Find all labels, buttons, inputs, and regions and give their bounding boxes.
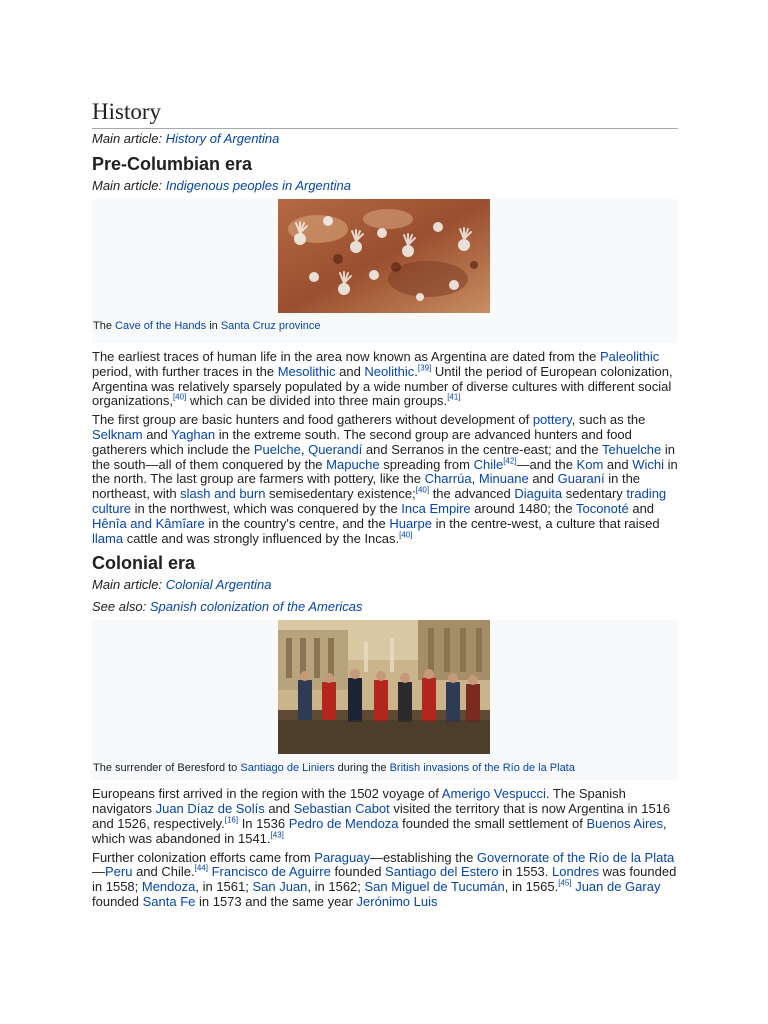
- hatnote-prefix: See also:: [92, 599, 150, 615]
- link-history-of-argentina[interactable]: History of Argentina: [165, 131, 280, 146]
- link-santiago-de-liniers[interactable]: Santiago de Liniers: [240, 762, 335, 775]
- citation-link[interactable]: [40]: [399, 530, 413, 540]
- citation-link[interactable]: [41]: [447, 393, 461, 403]
- inline-link[interactable]: Francisco de Aguirre: [211, 864, 331, 880]
- inline-link[interactable]: Kom: [576, 456, 604, 472]
- caption-text: The surrender of Beresford to: [93, 762, 241, 775]
- surrender-of-beresford-image[interactable]: [278, 620, 490, 754]
- hatnote-main-article: [92, 575, 678, 594]
- inline-link[interactable]: Huarpe: [389, 515, 432, 531]
- inline-link[interactable]: Diaguita: [514, 486, 563, 502]
- inline-link[interactable]: Mesolithic: [277, 363, 336, 379]
- link-colonial-argentina[interactable]: Colonial Argentina: [165, 577, 272, 593]
- citation-link[interactable]: [16]: [224, 815, 239, 825]
- citation-superscript: [225, 816, 238, 825]
- inline-link[interactable]: llama: [92, 530, 124, 546]
- citation-link[interactable]: [39]: [417, 363, 432, 373]
- hatnote-prefix: Main article:: [92, 577, 166, 593]
- citation-link[interactable]: [44]: [194, 864, 208, 874]
- inline-link[interactable]: pottery: [532, 412, 572, 428]
- citation-superscript: [447, 393, 460, 402]
- cave-hands-painting-image[interactable]: [278, 199, 490, 313]
- inline-link[interactable]: Santiago del Estero: [385, 864, 499, 880]
- section-heading-pre-columbian: Pre-Columbian era: [92, 154, 253, 174]
- citation-link[interactable]: [42]: [503, 456, 517, 466]
- inline-link[interactable]: Paraguay: [314, 849, 370, 865]
- citation-superscript: [271, 830, 284, 839]
- inline-link[interactable]: Mapuche: [326, 456, 380, 472]
- inline-link[interactable]: slash and burn: [180, 486, 266, 502]
- inline-link[interactable]: Puelche: [253, 441, 301, 457]
- inline-link[interactable]: Inca Empire: [401, 500, 471, 516]
- inline-link[interactable]: Sebastian Cabot: [293, 801, 390, 817]
- inline-link[interactable]: Charrúa: [424, 471, 472, 487]
- hatnote-see-also: [92, 597, 678, 616]
- inline-link[interactable]: San Juan: [252, 879, 308, 895]
- inline-link[interactable]: Toconoté: [575, 500, 629, 516]
- caption-text: during the: [334, 762, 390, 775]
- citation-superscript: [173, 393, 186, 402]
- inline-link[interactable]: Jerónimo Luis: [356, 893, 438, 909]
- inline-link[interactable]: Pedro de Mendoza: [288, 815, 399, 831]
- citation-superscript: [418, 363, 431, 372]
- caption-text: The: [93, 320, 116, 332]
- paragraph-precolumbian-1: The earliest traces of human life in the area now known as Argentina are dated from the Paleolithic period, with further traces in the Mesolithic and Neolithic.[39] Until the period of European colonization, Argentina was relatively sparsely populated by a wide number of diverse cultures with different social organizations,[40] which can be divided into three main groups.[41]: [92, 349, 673, 409]
- inline-link[interactable]: Guaraní: [557, 471, 605, 487]
- inline-link[interactable]: Wichi: [632, 456, 664, 472]
- inline-link[interactable]: Neolithic: [364, 363, 415, 379]
- inline-link[interactable]: Minuane: [478, 471, 529, 487]
- figure-caption: [92, 761, 678, 775]
- citation-superscript: [195, 864, 208, 873]
- hatnote-main-article: [92, 176, 678, 195]
- link-indigenous-peoples[interactable]: Indigenous peoples in Argentina: [165, 178, 351, 193]
- inline-link[interactable]: Juan de Garay: [575, 879, 661, 895]
- inline-link[interactable]: Selknam: [92, 426, 143, 442]
- section-heading-history: History: [92, 97, 678, 129]
- citation-link[interactable]: [45]: [558, 878, 572, 888]
- citation-superscript: [503, 456, 516, 465]
- citation-superscript: [399, 530, 412, 539]
- paragraph-colonial-1: Europeans first arrived in the region with the 1502 voyage of Amerigo Vespucci. The Spanish navigators Juan Díaz de Solís and Sebastian Cabot visited the territory that is now Argentina in 1516 and 1526, respectively.[16] In 1536 Pedro de Mendoza founded the small settlement of Buenos Aires, which was abandoned in 1541.[43]: [92, 786, 671, 846]
- hatnote-prefix: Main article:: [92, 178, 166, 193]
- inline-link[interactable]: Governorate of the Río de la Plata: [476, 849, 675, 865]
- inline-link[interactable]: Mendoza: [141, 879, 196, 895]
- link-british-invasions[interactable]: British invasions of the Río de la Plata: [389, 762, 575, 775]
- figure-cave-of-hands: [92, 199, 678, 343]
- citation-link[interactable]: [40]: [415, 485, 430, 495]
- inline-link[interactable]: Tehuelche: [602, 441, 662, 457]
- hatnote-prefix: Main article:: [92, 131, 166, 146]
- link-santa-cruz-province[interactable]: Santa Cruz province: [220, 320, 321, 332]
- figure-surrender-of-beresford: [92, 620, 678, 780]
- citation-link[interactable]: [40]: [172, 393, 187, 403]
- inline-link[interactable]: Querandí: [308, 441, 363, 457]
- citation-link[interactable]: [43]: [270, 830, 284, 840]
- inline-link[interactable]: Hênîa and Kâmîare: [92, 515, 205, 531]
- inline-link[interactable]: Londres: [552, 864, 599, 880]
- inline-link[interactable]: Santa Fe: [142, 893, 196, 909]
- inline-link[interactable]: Yaghan: [171, 426, 216, 442]
- inline-link[interactable]: Buenos Aires: [586, 815, 664, 831]
- inline-link[interactable]: Amerigo Vespucci: [441, 786, 546, 802]
- hatnote-main-article: [92, 129, 678, 148]
- caption-text: in: [206, 320, 221, 332]
- paragraph-precolumbian-2: The first group are basic hunters and food gatherers without development of pottery, such as the Selknam and Yaghan in the extreme south. The second group are advanced hunters and food gatherers which include the Puelche, Querandí and Serranos in the centre-east; and the Tehuelche in the south—all of them conquered by the Mapuche spreading from Chile[42]—and the Kom and Wichi in the north. The last group are farmers with pottery, like the Charrúa, Minuane and Guaraní in the northeast, with slash and burn semisedentary existence;[40] the advanced Diaguita sedentary trading culture in the northwest, which was conquered by the Inca Empire around 1480; the Toconoté and Hênîa and Kâmîare in the country's centre, and the Huarpe in the centre-west, a culture that raised llama cattle and was strongly influenced by the Incas.[40]: [92, 412, 678, 546]
- inline-link[interactable]: Chile: [473, 456, 504, 472]
- link-spanish-colonization[interactable]: Spanish colonization of the Americas: [149, 599, 363, 615]
- figure-caption: [92, 319, 678, 333]
- inline-link[interactable]: Paleolithic: [600, 349, 660, 364]
- paragraph-colonial-2: Further colonization efforts came from Paraguay—establishing the Governorate of the Río de la Plata—Peru and Chile.[44] Francisco de Aguirre founded Santiago del Estero in 1553. Londres was founded in 1558; Mendoza, in 1561; San Juan, in 1562; San Miguel de Tucumán, in 1565.[45] Juan de Garay founded Santa Fe in 1573 and the same year Jerónimo Luis: [92, 849, 677, 909]
- inline-link[interactable]: Peru: [105, 864, 133, 880]
- inline-link[interactable]: San Miguel de Tucumán: [364, 879, 505, 895]
- citation-superscript: [416, 486, 429, 495]
- citation-superscript: [558, 879, 571, 888]
- article-content: [92, 97, 678, 914]
- inline-link[interactable]: trading culture: [92, 486, 667, 516]
- link-cave-of-the-hands[interactable]: Cave of the Hands: [115, 320, 207, 332]
- inline-link[interactable]: Juan Díaz de Solís: [155, 801, 265, 817]
- section-heading-colonial: Colonial era: [92, 553, 196, 574]
